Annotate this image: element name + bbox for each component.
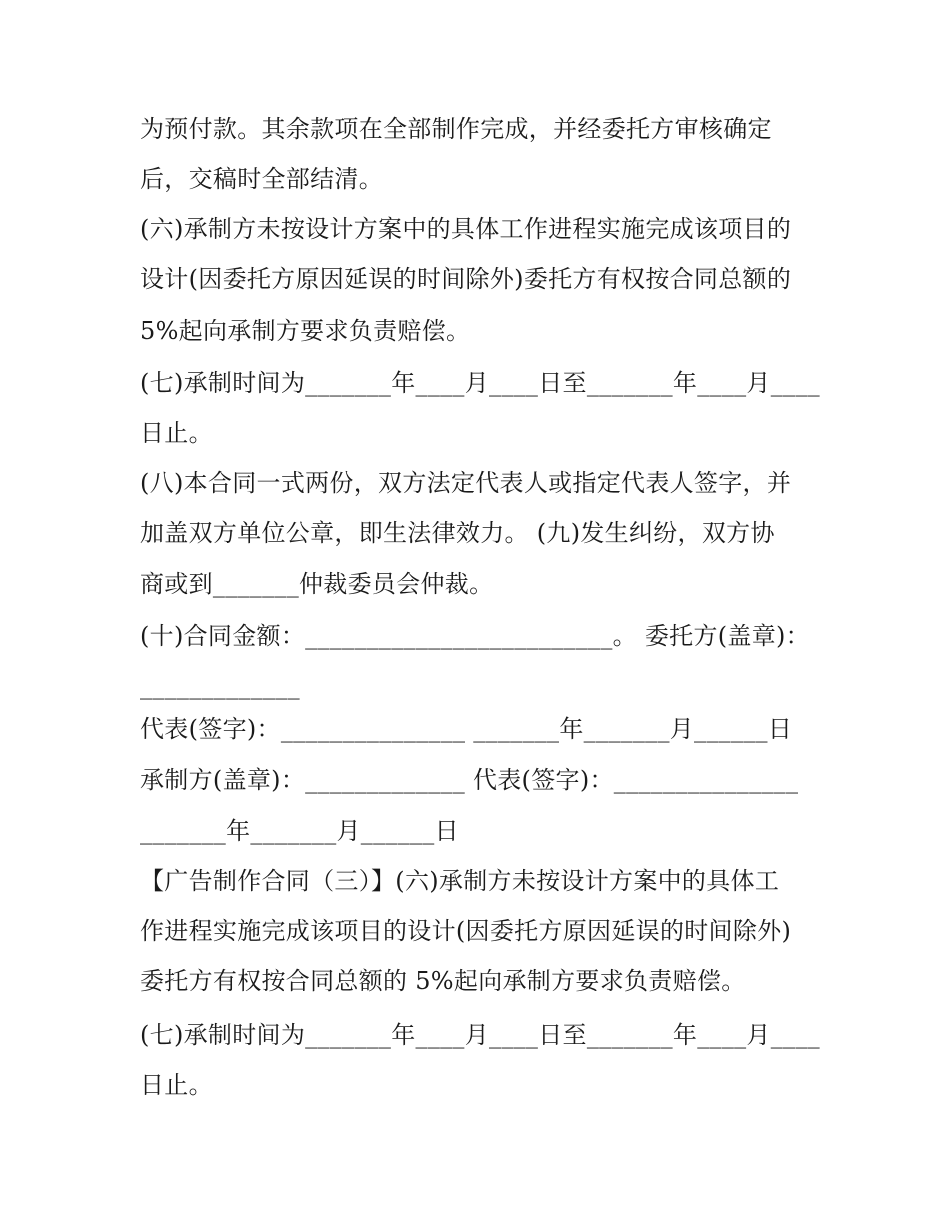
text-line: 承制方(盖章)：_____________ 代表(签字)：_______________ bbox=[140, 766, 799, 794]
text-line: 后，交稿时全部结清。 bbox=[140, 165, 383, 193]
text-line: 委托方有权按合同总额的 5%起向承制方要求负责赔偿。 bbox=[140, 967, 746, 995]
text-line: _______年_______月______日 bbox=[140, 817, 459, 845]
text-line: (七)承制时间为_______年____月____日至_______年____月____ bbox=[140, 369, 820, 397]
text-line: 代表(签字)：_______________ _______年_______月______日 bbox=[140, 715, 793, 743]
text-line: 设计(因委托方原因延误的时间除外)委托方有权按合同总额的 bbox=[140, 265, 792, 293]
text-line: 日止。 bbox=[140, 1071, 213, 1099]
text-line: (十)合同金额：_________________________。 委托方(盖章)： bbox=[140, 622, 810, 650]
text-line: 【广告制作合同（三）】(六)承制方未按设计方案中的具体工 bbox=[140, 867, 780, 895]
text-line: (六)承制方未按设计方案中的具体工作进程实施完成该项目的 bbox=[140, 215, 792, 243]
text-line: _____________ bbox=[140, 672, 300, 700]
text-line: (八)本合同一式两份，双方法定代表人或指定代表人签字，并 bbox=[140, 469, 792, 497]
text-line: (七)承制时间为_______年____月____日至_______年____月____ bbox=[140, 1021, 820, 1049]
text-line: 加盖双方单位公章，即生法律效力。 (九)发生纠纷，双方协 bbox=[140, 519, 775, 547]
text-line: 为预付款。其余款项在全部制作完成，并经委托方审核确定 bbox=[140, 115, 772, 143]
text-line: 商或到_______仲裁委员会仲裁。 bbox=[140, 570, 494, 598]
text-line: 5%起向承制方要求负责赔偿。 bbox=[140, 317, 471, 345]
text-line: 日止。 bbox=[140, 419, 213, 447]
text-line: 作进程实施完成该项目的设计(因委托方原因延误的时间除外) bbox=[140, 917, 792, 945]
